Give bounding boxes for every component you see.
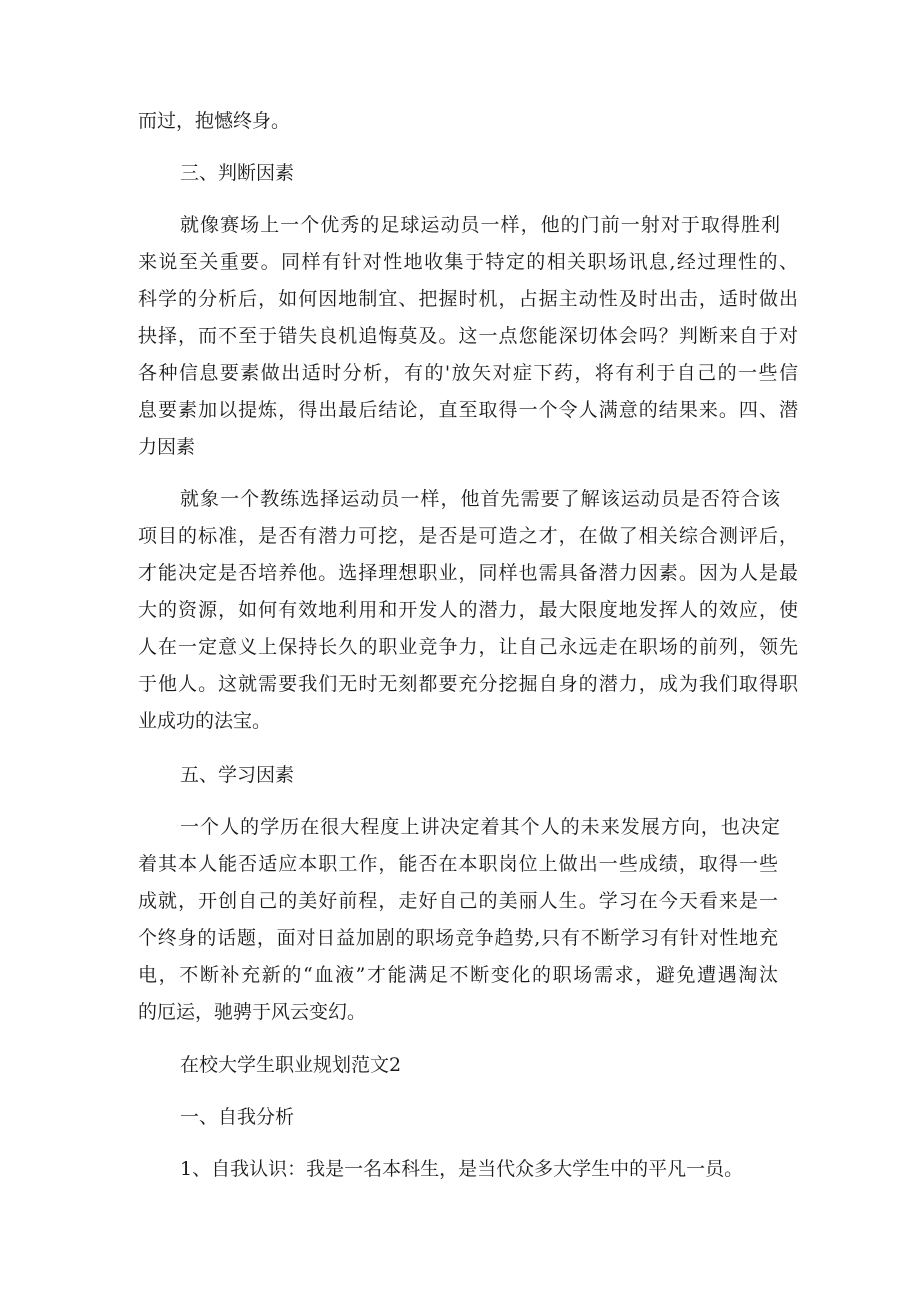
paragraph-line: 力因素 xyxy=(138,436,196,458)
paragraph-line: 项目的标准，是否有潜力可挖，是否是可造之才，在做了相关综合测评后， xyxy=(138,525,798,547)
paragraph-line: 于他人。这就需要我们无时无刻都要充分挖掘自身的潜力，成为我们取得职 xyxy=(138,673,798,695)
paragraph-line: 抉择，而不至于错失良机追悔莫及。这一点您能深切体会吗？判断来自于对 xyxy=(138,325,798,347)
paragraph-line: 的厄运，驰骋于风云变幻。 xyxy=(138,1001,367,1023)
paragraph-line: 就像赛场上一个优秀的足球运动员一样，他的门前一射对于取得胜利 xyxy=(180,214,780,236)
paragraph-line: 而过，抱憾终身。 xyxy=(138,110,291,132)
section-heading: 三、判断因素 xyxy=(180,162,295,184)
paragraph-line: 个终身的话题，面对日益加剧的职场竞争趋势,只有不断学习有针对性地充 xyxy=(138,927,778,949)
paragraph-line: 电，不断补充新的“血液”才能满足不断变化的职场需求，避免遭遇淘汰 xyxy=(138,964,778,986)
paragraph-line: 业成功的法宝。 xyxy=(138,710,272,732)
document-title: 在校大学生职业规划范文2 xyxy=(180,1054,402,1076)
paragraph-line: 一个人的学历在很大程度上讲决定着其个人的未来发展方向，也决定 xyxy=(180,816,780,838)
paragraph-line: 就象一个教练选择运动员一样，他首先需要了解该运动员是否符合该 xyxy=(180,488,780,510)
section-heading: 一、自我分析 xyxy=(180,1106,295,1128)
paragraph-line: 息要素加以提炼，得出最后结论，直至取得一个令人满意的结果来。四、潜 xyxy=(138,399,798,421)
section-heading: 五、学习因素 xyxy=(180,764,295,786)
paragraph-line: 来说至关重要。同样有针对性地收集于特定的相关职场讯息,经过理性的、 xyxy=(138,251,798,273)
paragraph-line: 各种信息要素做出适时分析，有的'放矢对症下药，将有利于自己的一些信 xyxy=(138,362,798,384)
paragraph-line: 才能决定是否培养他。选择理想职业，同样也需具备潜力因素。因为人是最 xyxy=(138,562,798,584)
paragraph-line: 人在一定意义上保持长久的职业竞争力，让自己永远走在职场的前列，领先 xyxy=(138,636,798,658)
paragraph-line: 着其本人能否适应本职工作，能否在本职岗位上做出一些成绩，取得一些 xyxy=(138,853,778,875)
paragraph-line: 1、自我认识：我是一名本科生，是当代众多大学生中的平凡一员。 xyxy=(180,1158,744,1180)
paragraph-line: 大的资源，如何有效地利用和开发人的潜力，最大限度地发挥人的效应，使 xyxy=(138,599,798,621)
paragraph-line: 科学的分析后，如何因地制宜、把握时机，占据主动性及时出击，适时做出 xyxy=(138,288,798,310)
paragraph-line: 成就，开创自己的美好前程，走好自己的美丽人生。学习在今天看来是一 xyxy=(138,890,778,912)
